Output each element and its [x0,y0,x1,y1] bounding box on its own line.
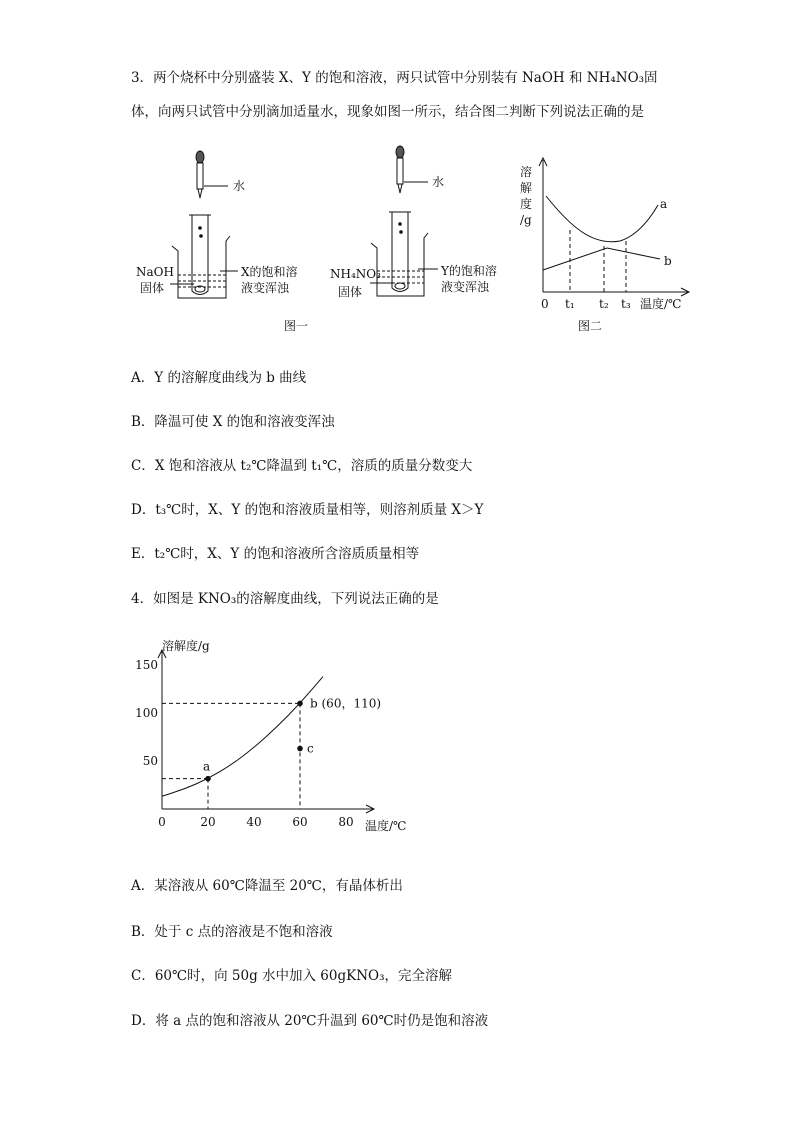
point-a [205,776,211,782]
fig2-tick-t3: t₃ [621,297,631,311]
q4-option-c: C．60℃时，向 50g 水中加入 60gKNO₃，完全溶解 [131,968,453,984]
naoh-solid-label: 固体 [140,281,165,295]
x-tick-label: 40 [246,815,262,829]
fig2-ylabel-2: 解 [520,181,533,195]
q4-option-d: D．将 a 点的饱和溶液从 20℃升温到 60℃时仍是饱和溶液 [131,1013,489,1029]
y-tick-label: 100 [135,706,158,720]
q4-stem: 4．如图是 KNO₃的溶解度曲线，下列说法正确的是 [131,591,439,607]
figure-2-caption: 图二 [578,319,603,333]
fig2-tick-t1: t₁ [565,297,575,311]
x-tick-label: 0 [158,815,166,829]
nh4no3-label: NH₄NO₃ [330,267,381,281]
q3-option-a: A．Y 的溶解度曲线为 b 曲线 [131,370,307,386]
y-result-line2: 液变浑浊 [441,280,490,294]
q4-option-b: B．处于 c 点的溶液是不饱和溶液 [131,924,333,940]
water-label-left: 水 [233,179,246,193]
figure-1-caption: 图一 [284,319,309,333]
nh4no3-solid-label: 固体 [338,285,363,299]
y-tick-label: 50 [142,754,158,768]
x-result-line2: 液变浑浊 [241,281,290,295]
fig2-tick-t2: t₂ [599,297,609,311]
kno3-xlabel: 温度/℃ [365,819,407,833]
point-b [297,701,303,707]
x-result-line1: X的饱和溶 [241,265,298,279]
point-a-label: a [203,759,211,774]
fig2-ylabel-1: 溶 [520,165,533,179]
naoh-label: NaOH [136,265,174,279]
x-tick-label: 80 [338,815,354,829]
fig2-ylabel-3: 度 [520,197,533,211]
kno3-ylabel: 溶解度/g [162,639,210,653]
q3-option-d: D．t₃℃时，X、Y 的饱和溶液质量相等，则溶剂质量 X＞Y [131,502,484,518]
x-tick-label: 60 [292,815,308,829]
q3-option-e: E．t₂℃时，X、Y 的饱和溶液所含溶质质量相等 [131,546,420,562]
water-label-right: 水 [432,175,445,189]
point-c [297,746,303,752]
y-tick-label: 150 [135,658,158,672]
curve-b-label: b [664,254,672,268]
q3-option-b: B．降温可使 X 的饱和溶液变浑浊 [131,414,335,430]
y-result-line1: Y的饱和溶 [441,264,497,278]
q3-stem-line2: 体，向两只试管中分别滴加适量水，现象如图一所示，结合图二判断下列说法正确的是 [131,104,644,120]
q3-stem-line1: 3．两个烧杯中分别盛装 X、Y 的饱和溶液，两只试管中分别装有 NaOH 和 NH₄NO₃固 [131,70,658,86]
q3-option-c: C．X 饱和溶液从 t₂℃降温到 t₁℃，溶质的质量分数变大 [131,458,473,474]
curve-a-label: a [660,197,668,211]
x-tick-label: 20 [200,815,216,829]
point-b-label: b (60，110) [310,696,382,711]
q4-option-a: A．某溶液从 60℃降温至 20℃，有晶体析出 [131,878,403,894]
point-c-label: c [307,741,314,756]
fig2-xlabel: 温度/℃ [640,297,682,311]
fig2-origin: 0 [541,297,549,311]
fig2-ylabel-4: /g [520,213,532,227]
